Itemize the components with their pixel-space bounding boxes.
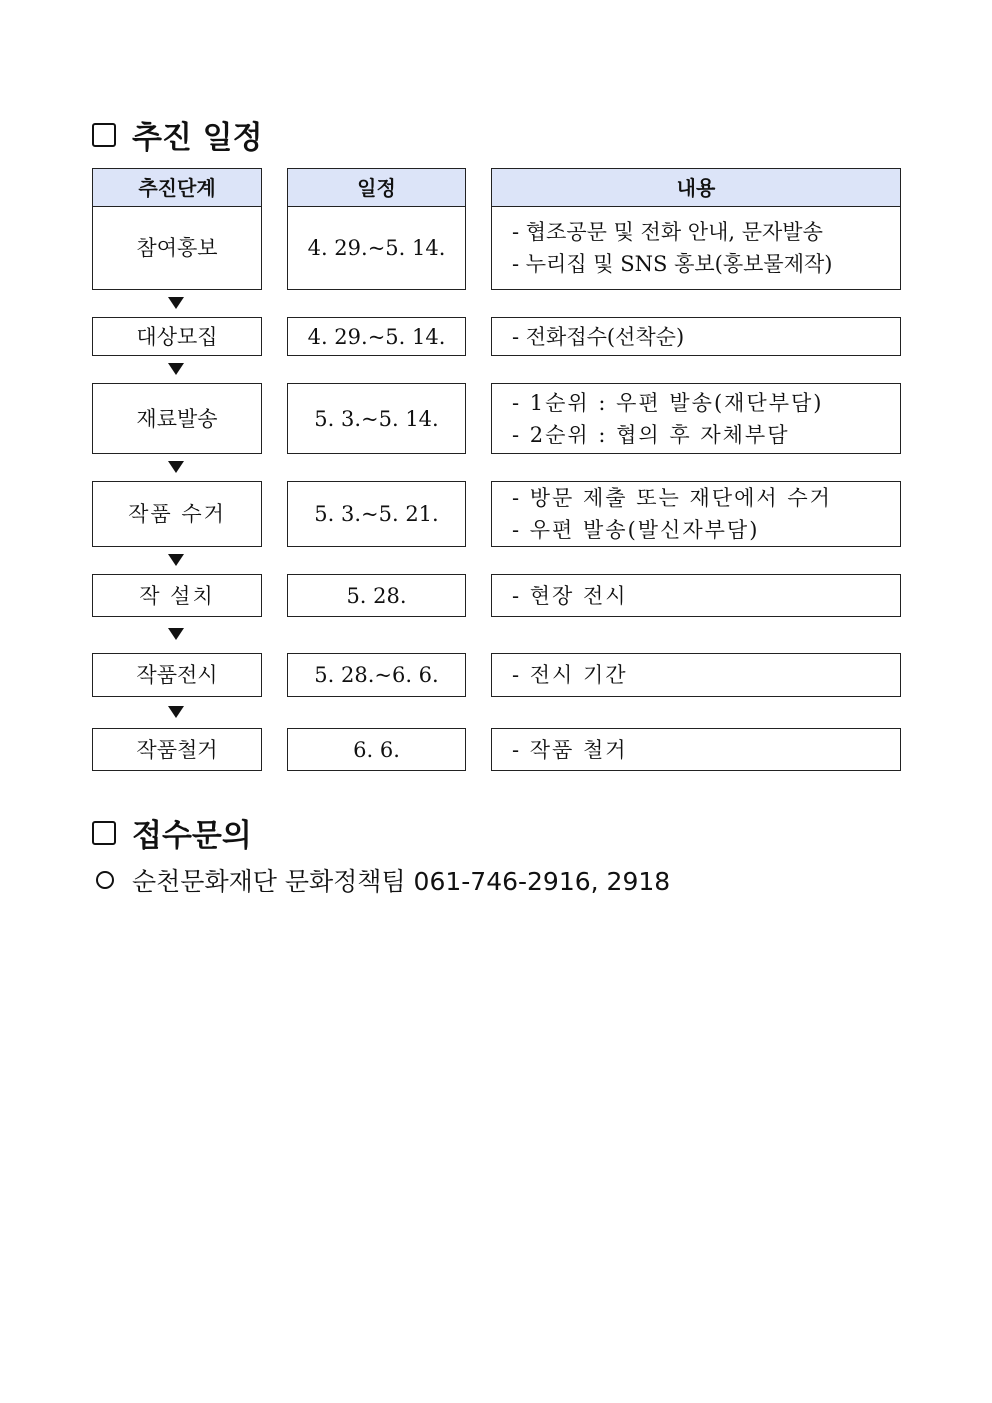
section-title-text: 추진 일정 (132, 120, 263, 156)
content-cell (491, 728, 901, 771)
down-arrow-icon (168, 461, 184, 473)
content-cell (491, 574, 901, 617)
stage-cell: 작품 수거 (92, 481, 262, 547)
content-line: - 협조공문 및 전화 안내, 문자발송 (512, 220, 823, 244)
contact-text: 순천문화재단 문화정책팀 061-746-2916, 2918 (132, 867, 671, 896)
stage-cell: 재료발송 (92, 383, 262, 454)
stage-cell: 작품철거 (92, 728, 262, 771)
content-line: - 방문 제출 또는 재단에서 수거 (512, 486, 832, 510)
header-stage: 추진단계 (92, 168, 262, 207)
date-cell: 5. 28. (287, 574, 466, 617)
section-title-inquiry (92, 810, 252, 855)
content-cell (491, 481, 901, 547)
date-cell: 5. 3.~5. 21. (287, 481, 466, 547)
stage-cell: 참여홍보 (92, 206, 262, 290)
date-cell: 5. 28.~6. 6. (287, 653, 466, 697)
content-line: - 1순위 : 우편 발송(재단부담) (512, 390, 824, 415)
down-arrow-icon (168, 297, 184, 309)
content-cell (491, 383, 901, 454)
header-content: 내용 (491, 168, 901, 207)
date-cell: 4. 29.~5. 14. (287, 317, 466, 356)
content-line: - 현장 전시 (512, 583, 628, 608)
stage-cell: 작 설치 (92, 574, 262, 617)
content-cell (491, 206, 901, 290)
date-cell: 5. 3.~5. 14. (287, 383, 466, 454)
content-line: - 우편 발송(발신자부담) (512, 518, 760, 542)
down-arrow-icon (168, 554, 184, 566)
section-title-text: 접수문의 (132, 818, 252, 854)
down-arrow-icon (168, 363, 184, 375)
content-line: - 전시 기간 (512, 663, 628, 687)
stage-cell: 대상모집 (92, 317, 262, 356)
stage-cell: 작품전시 (92, 653, 262, 697)
content-line: - 2순위 : 협의 후 자체부담 (512, 422, 790, 447)
date-cell: 4. 29.~5. 14. (287, 206, 466, 290)
circle-bullet-icon (96, 871, 114, 889)
checkbox-square-icon (92, 821, 116, 845)
content-cell (491, 317, 901, 356)
section-title-schedule (92, 112, 263, 157)
content-line: - 누리집 및 SNS 홍보(홍보물제작) (512, 252, 833, 276)
content-cell (491, 653, 901, 697)
contact-line (96, 862, 670, 898)
checkbox-square-icon (92, 123, 116, 147)
date-cell: 6. 6. (287, 728, 466, 771)
content-line: - 전화접수(선착순) (512, 324, 685, 349)
header-date: 일정 (287, 168, 466, 207)
down-arrow-icon (168, 706, 184, 718)
down-arrow-icon (168, 628, 184, 640)
content-line: - 작품 철거 (512, 737, 628, 762)
